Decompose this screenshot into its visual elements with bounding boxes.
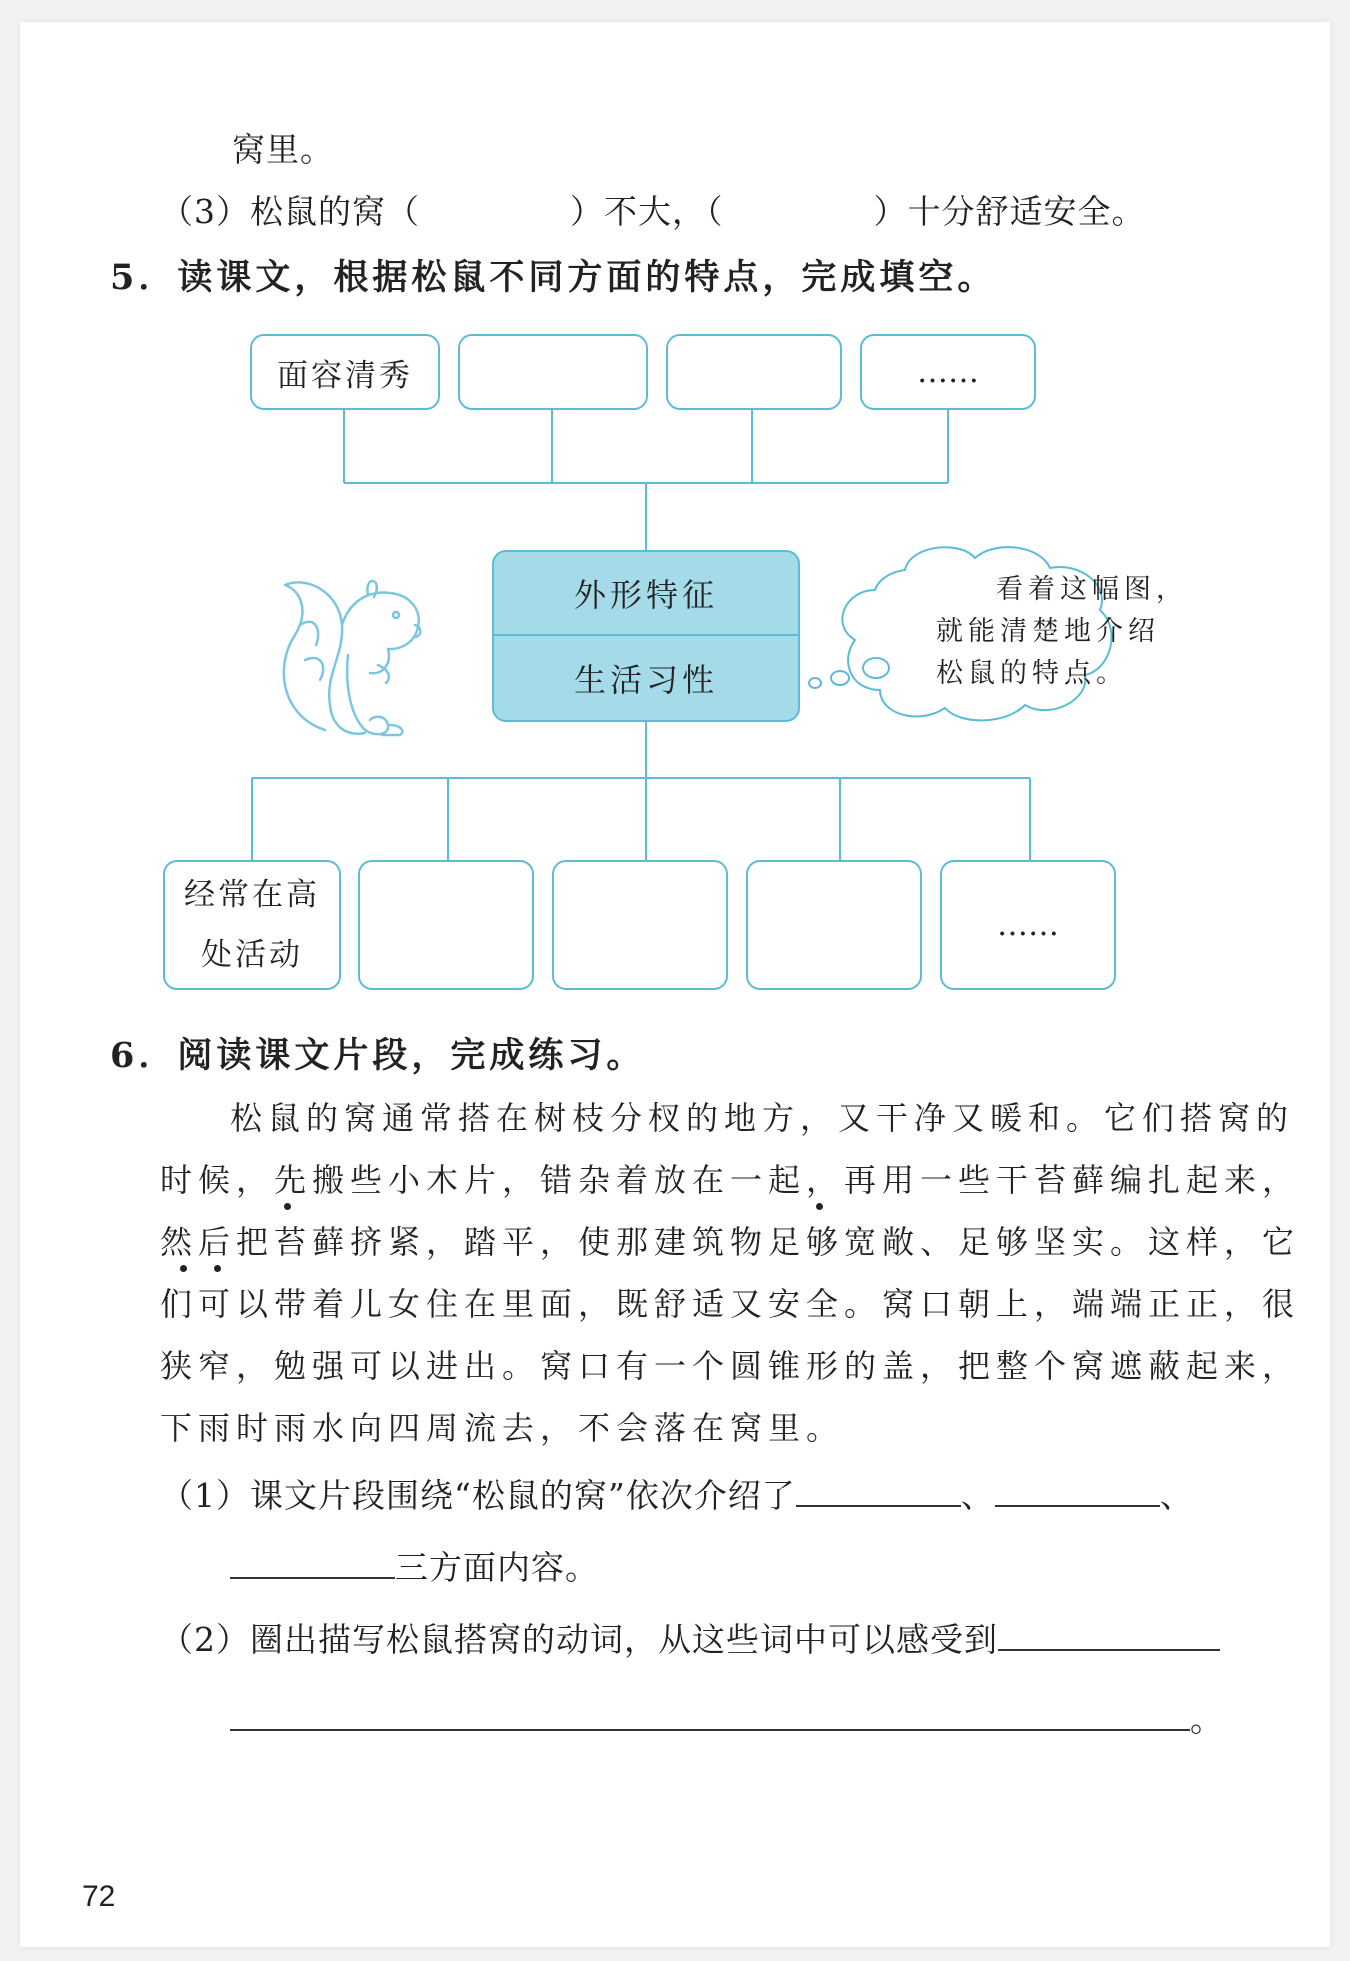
bubble-line-1: 看着这幅图， bbox=[996, 574, 1188, 605]
sub-question-2-cont bbox=[230, 1697, 1224, 1740]
passage-line-6: 下雨时雨水向四周流去，不会落在窝里。 bbox=[160, 1409, 845, 1447]
habit-box-5: …… bbox=[940, 860, 1116, 990]
item-3-text-c: ）十分舒适安全。 bbox=[873, 192, 1146, 231]
passage-line-5: 狭窄，勉强可以进出。窝口有一个圆锥形的盖，把整个窝遮蔽起来， bbox=[160, 1347, 1301, 1385]
continued-line: 窝里。 bbox=[232, 130, 334, 169]
answer-blank-3[interactable] bbox=[230, 1545, 395, 1579]
answer-blank-4[interactable] bbox=[998, 1617, 1220, 1651]
habit-box-2[interactable] bbox=[358, 860, 534, 990]
mind-map-center bbox=[492, 550, 800, 722]
emphasis-dot bbox=[180, 1265, 187, 1272]
passage-line-4: 们可以带着儿女住在里面，既舒适又安全。窝口朝上，端端正正，很 bbox=[160, 1285, 1301, 1323]
center-habits-label: 生活习性 bbox=[573, 661, 718, 699]
answer-blank-2[interactable] bbox=[995, 1473, 1160, 1507]
item-3-text-b: ）不大，（ bbox=[570, 192, 724, 231]
passage-line-1: 松鼠的窝通常搭在树枝分杈的地方，又干净又暖和。它们搭窝的 bbox=[230, 1099, 1295, 1137]
passage-line-3: 然后把苔藓挤紧，踏平，使那建筑物足够宽敞、足够坚实。这样，它 bbox=[160, 1223, 1301, 1261]
sub-question-1-cont bbox=[230, 1545, 599, 1588]
feature-box-4: …… bbox=[860, 334, 1036, 410]
passage-line-2: 时候，先搬些小木片，错杂着放在一起，再用一些干苔藓编扎起来， bbox=[160, 1161, 1301, 1199]
sub-question-1-end: 三方面内容。 bbox=[395, 1548, 599, 1587]
feature-box-1: 面容清秀 bbox=[250, 334, 440, 410]
page-number: 72 bbox=[82, 1880, 116, 1913]
sub-question-2 bbox=[160, 1617, 1220, 1660]
feature-box-2[interactable] bbox=[458, 334, 648, 410]
habit-box-4[interactable] bbox=[746, 860, 922, 990]
emphasis-dot bbox=[214, 1265, 221, 1272]
answer-blank-5[interactable] bbox=[230, 1697, 1190, 1731]
bubble-line-2: 就能清楚地介绍 bbox=[936, 616, 1160, 647]
question-6-title: 6．阅读课文片段，完成练习。 bbox=[110, 1035, 646, 1076]
item-3-text-a: （3）松鼠的窝（ bbox=[160, 192, 420, 231]
feature-box-3[interactable] bbox=[666, 334, 842, 410]
squirrel-illustration bbox=[270, 565, 440, 745]
separator: 、 bbox=[960, 1476, 995, 1515]
answer-blank-1[interactable] bbox=[796, 1473, 961, 1507]
emphasis-dot bbox=[816, 1203, 823, 1210]
sub-question-1 bbox=[160, 1473, 1194, 1516]
separator: 、 bbox=[1159, 1476, 1194, 1515]
question-5-title: 5．读课文，根据松鼠不同方面的特点，完成填空。 bbox=[110, 257, 997, 298]
center-appearance-label: 外形特征 bbox=[494, 552, 798, 636]
sub-question-1-text: （1）课文片段围绕“松鼠的窝”依次介绍了 bbox=[160, 1476, 796, 1515]
sub-question-2-text: （2）圈出描写松鼠搭窝的动词，从这些词中可以感受到 bbox=[160, 1620, 998, 1659]
bubble-line-3: 松鼠的特点。 bbox=[936, 658, 1128, 689]
sub-question-2-end: 。 bbox=[1190, 1700, 1224, 1739]
emphasis-dot bbox=[284, 1203, 291, 1210]
habit-box-1: 经常在高处活动 bbox=[163, 860, 341, 990]
habit-box-3[interactable] bbox=[552, 860, 728, 990]
